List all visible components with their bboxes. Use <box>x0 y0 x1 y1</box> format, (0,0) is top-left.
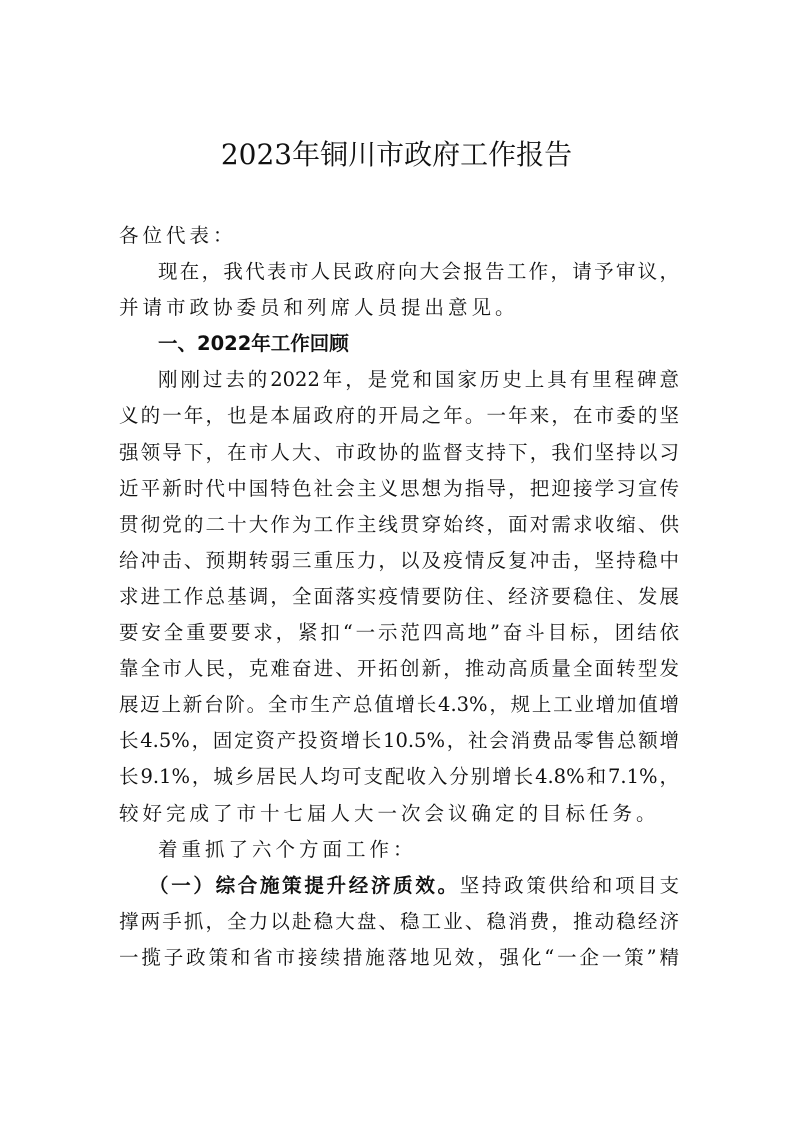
paragraph-line: 求进工作总基调，全面落实疫情要防住、经济要稳住、发展 <box>119 584 679 608</box>
section-heading: 一、2022年工作回顾 <box>158 332 349 356</box>
document-body <box>119 218 679 976</box>
item1-heading: （一）综合施策提升经济质效。 <box>149 873 460 897</box>
paragraph-line: 一揽子政策和省市接续措施落地见效，强化“一企一策”精 <box>119 945 679 969</box>
paragraph-line: 撑两手抓，全力以赴稳大盘、稳工业、稳消费，推动稳经济 <box>119 909 679 933</box>
paragraph-line: 展迈上新台阶。全市生产总值增长4.3%，规上工业增加值增 <box>119 693 679 717</box>
paragraph-line: 近平新时代中国特色社会主义思想为指导，把迎接学习宣传 <box>119 476 679 500</box>
document-title: 2023年铜川市政府工作报告 <box>220 138 573 171</box>
intro-line: 并请市政协委员和列席人员提出意见。 <box>119 296 519 320</box>
intro-line: 现在，我代表市人民政府向大会报告工作，请予审议， <box>158 260 679 284</box>
paragraph-line: 义的一年，也是本届政府的开局之年。一年来，在市委的坚 <box>119 404 679 428</box>
paragraph-line: 给冲击、预期转弱三重压力，以及疫情反复冲击，坚持稳中 <box>119 548 679 572</box>
paragraph-line: 贯彻党的二十大作为工作主线贯穿始终，面对需求收缩、供 <box>119 512 679 536</box>
salutation: 各位代表： <box>119 224 237 247</box>
item1-first-line <box>119 868 679 904</box>
paragraph-line: 靠全市人民，克难奋进、开拓创新，推动高质量全面转型发 <box>119 657 679 681</box>
paragraph-line: 较好完成了市十七届人大一次会议确定的目标任务。 <box>119 801 660 825</box>
item1-text: 坚持政策供给和项目支 <box>459 873 679 897</box>
paragraph-line: 刚刚过去的2022年，是党和国家历史上具有里程碑意 <box>158 368 679 392</box>
paragraph-line: 强领导下，在市人大、市政协的监督支持下，我们坚持以习 <box>119 440 679 464</box>
paragraph-line: 长4.5%，固定资产投资增长10.5%，社会消费品零售总额增 <box>119 729 679 753</box>
six-aspects-line: 着重抓了六个方面工作： <box>158 837 417 861</box>
paragraph-line: 要安全重要要求，紧扣“一示范四高地”奋斗目标，团结依 <box>119 621 679 645</box>
paragraph-line: 长9.1%，城乡居民人均可支配收入分别增长4.8%和7.1%， <box>119 765 679 789</box>
